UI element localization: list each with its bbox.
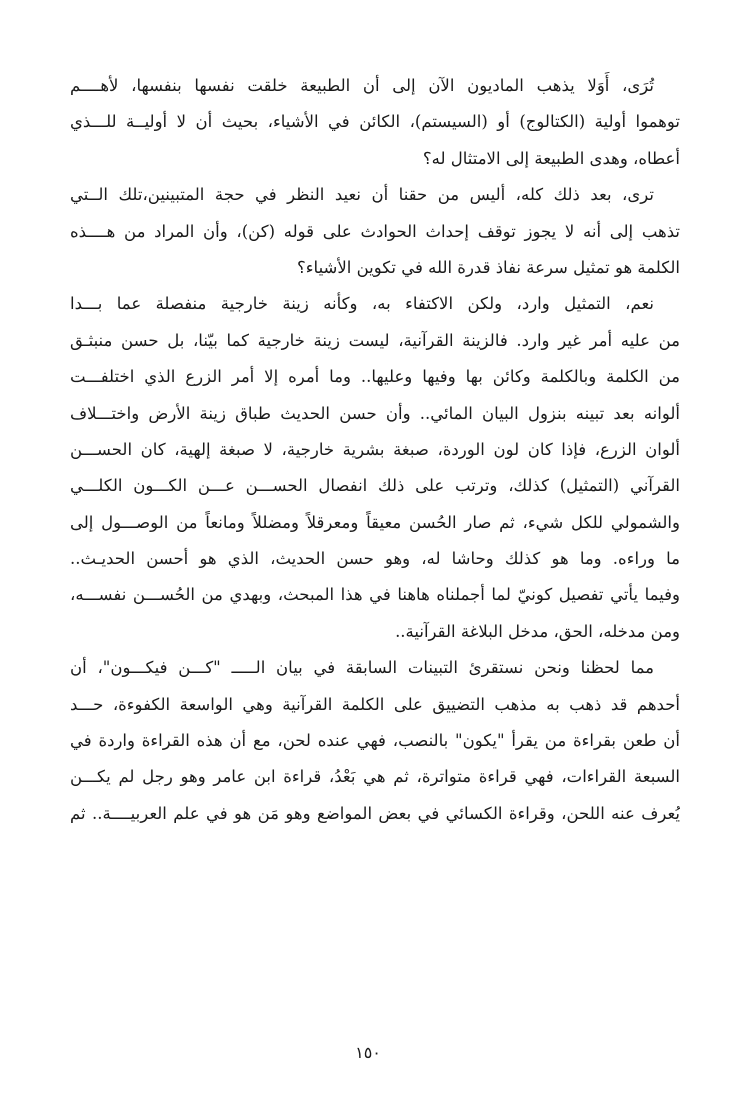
text-line: مما لحظنا ونحن نستقرئ التبينات السابقة في بيان الـــــ "كـــن فيكـــون"، أن <box>70 658 654 678</box>
text-line: ومن مدخله، الحق، مدخل البلاغة القرآنية.. <box>395 621 680 641</box>
text-line: الكلمة هو تمثيل سرعة نفاذ قدرة الله في تكوين الأشياء؟ <box>297 257 680 277</box>
body-text <box>70 68 680 832</box>
paragraph <box>70 177 680 286</box>
text-line: ألوانه بعد تبينه بنزول البيان المائي.. وأن حسن الحديث طباق زينة الأرض واختـــلاف <box>70 403 680 423</box>
text-line: نعم، التمثيل وارد، ولكن الاكتفاء به، وكأنه زينة خارجية منفصلة عما بـــدا <box>70 294 654 314</box>
text-line: توهموا أولية (الكتالوج) أو (السيستم)، الكائن في الأشياء، بحيث أن لا أوليــة للـــذي <box>70 112 680 132</box>
text-line: ألوان الزرع، فإذا كان لون الوردة، صبغة بشرية خارجية، لا صبغة إلهية، كان الحســـن <box>70 439 680 459</box>
text-line: والشمولي للكل شيء، ثم صار الحُسن معيقاً ومعرقلاً ومضللاً ومانعاً من الوصـــول إلى <box>70 512 680 532</box>
text-line: يُعرف عنه اللحن، وقراءة الكسائي في بعض المواضع وهو مَن هو في علم العربيــــة.. ثم <box>70 803 680 823</box>
text-line: وفيما يأتي تفصيل كونيّ لما أجملناه هاهنا في هذا المبحث، وبهدي من الحُســـن نفســـه، <box>70 585 680 605</box>
text-line: أن طعن بقراءة من يقرأ "يكون" بالنصب، فهي عنده لحن، مع أن هذه القراءة واردة في <box>70 731 680 751</box>
paragraph <box>70 286 680 650</box>
text-line: السبعة القراءات، فهي قراءة متواترة، ثم هي بَعْدُ، قراءة ابن عامر وهو رجل لم يكـــن <box>70 767 680 787</box>
paragraph <box>70 68 680 177</box>
paragraph <box>70 650 680 832</box>
text-line: من عليه أمر غير وارد. فالزينة القرآنية، ليست زينة خارجية كما بيّنا، بل حسن منبثـق <box>70 330 680 350</box>
text-line: ما وراءه. وما هو كذلك وحاشا له، وهو حسن الحديث، الذي هو أحسن الحديـث.. <box>70 549 680 569</box>
text-line: تُرَى، أَوَلا يذهب الماديون الآن إلى أن الطبيعة خلقت نفسها بنفسها، لأهــــم <box>70 76 654 95</box>
text-line: من الكلمة وبالكلمة وكائن بها وفيها وعليها.. وما أمره إلا أمر الزرع الذي اختلفـــت <box>70 367 680 387</box>
text-line: أحدهم قد ذهب به مذهب التضييق على الكلمة القرآنية وهي الواسعة الكفوءة، حـــد <box>70 694 680 714</box>
page-number: ١٥٠ <box>355 1043 381 1062</box>
text-line: أعطاه، وهدى الطبيعة إلى الامتثال له؟ <box>422 148 680 168</box>
text-line: القرآني (التمثيل) كذلك، وترتب على ذلك انفصال الحســـن عـــن الكـــون الكلـــي <box>70 476 680 496</box>
text-line: تذهب إلى أنه لا يجوز توقف إحداث الحوادث على قوله (كن)، وأن المراد من هــــذه <box>70 221 680 241</box>
text-line: ترى، بعد ذلك كله، أليس من حقنا أن نعيد النظر في حجة المتبينين،تلك الــتي <box>70 185 654 205</box>
